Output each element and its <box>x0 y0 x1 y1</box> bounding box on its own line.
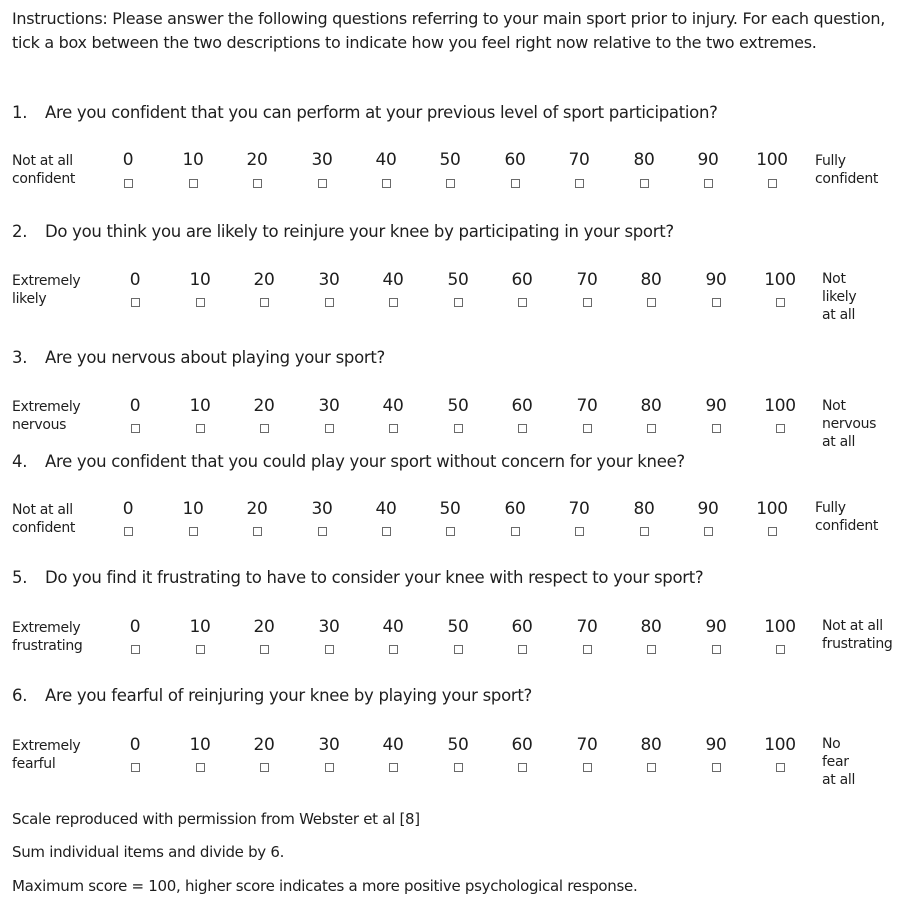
scale-value-0: 0 <box>122 499 134 519</box>
tick-box-q1-0[interactable] <box>124 179 133 188</box>
scale-value-10: 10 <box>182 499 204 519</box>
question-number: 4. <box>12 452 28 471</box>
left-anchor-line: confident <box>12 520 76 536</box>
right-anchor-line: at all <box>822 772 856 788</box>
scale-value-80: 80 <box>633 499 655 519</box>
scale-value-60: 60 <box>504 499 526 519</box>
tick-box-q2-70[interactable] <box>583 298 592 307</box>
tick-box-q3-30[interactable] <box>325 424 334 433</box>
scale-value-0: 0 <box>129 617 141 637</box>
scale-value-70: 70 <box>568 150 590 170</box>
scale-value-90: 90 <box>697 150 719 170</box>
tick-box-q6-10[interactable] <box>196 763 205 772</box>
question-text: Are you confident that you can perform at your previous level of sport participation? <box>45 103 718 122</box>
scale-value-20: 20 <box>246 150 268 170</box>
instructions-text: Instructions: Please answer the following questions referring to your main sport prior to injury. For each question, tick a box between the two descriptions to indicate how you feel right now relative to the two extremes. <box>12 9 886 52</box>
scale-value-70: 70 <box>576 396 598 416</box>
tick-box-q1-60[interactable] <box>511 179 520 188</box>
footer-note-1: Scale reproduced with permission from Webster et al [8] <box>12 810 420 828</box>
question-5-heading <box>12 568 703 587</box>
tick-box-q2-30[interactable] <box>325 298 334 307</box>
tick-box-q4-90[interactable] <box>704 527 713 536</box>
scale-value-90: 90 <box>705 617 727 637</box>
right-anchor-label <box>822 397 902 451</box>
scale-value-60: 60 <box>511 270 533 290</box>
left-anchor-label <box>12 619 83 655</box>
scale-value-50: 50 <box>439 499 461 519</box>
tick-box-q4-10[interactable] <box>189 527 198 536</box>
scale-value-10: 10 <box>189 270 211 290</box>
scale-value-70: 70 <box>576 735 598 755</box>
scale-value-80: 80 <box>640 735 662 755</box>
tick-box-q6-30[interactable] <box>325 763 334 772</box>
question-text: Are you fearful of reinjuring your knee by playing your sport? <box>45 686 532 705</box>
right-anchor-label <box>815 152 905 188</box>
right-anchor-line: Fully <box>815 153 846 169</box>
tick-box-q5-80[interactable] <box>647 645 656 654</box>
left-anchor-line: Extremely <box>12 620 81 636</box>
scale-value-90: 90 <box>705 270 727 290</box>
left-anchor-line: Extremely <box>12 273 81 289</box>
scale-value-90: 90 <box>705 735 727 755</box>
scale-value-0: 0 <box>129 735 141 755</box>
scale-value-20: 20 <box>253 735 275 755</box>
tick-box-q2-100[interactable] <box>776 298 785 307</box>
right-anchor-line: frustrating <box>822 636 893 652</box>
scale-value-60: 60 <box>511 617 533 637</box>
scale-value-10: 10 <box>182 150 204 170</box>
left-anchor-line: Extremely <box>12 399 81 415</box>
scale-value-30: 30 <box>311 150 333 170</box>
scale-value-30: 30 <box>318 617 340 637</box>
tick-box-q3-20[interactable] <box>260 424 269 433</box>
tick-box-q5-0[interactable] <box>131 645 140 654</box>
right-anchor-line: Not <box>822 271 846 287</box>
scale-value-40: 40 <box>375 499 397 519</box>
tick-box-q1-40[interactable] <box>382 179 391 188</box>
tick-box-q3-60[interactable] <box>518 424 527 433</box>
tick-box-q3-40[interactable] <box>389 424 398 433</box>
left-anchor-line: fearful <box>12 756 56 772</box>
right-anchor-line: fear <box>822 754 849 770</box>
question-2-heading <box>12 222 674 241</box>
question-number: 6. <box>12 686 28 705</box>
right-anchor-line: Fully <box>815 500 846 516</box>
tick-box-q5-30[interactable] <box>325 645 334 654</box>
tick-box-q4-70[interactable] <box>575 527 584 536</box>
scale-value-20: 20 <box>253 270 275 290</box>
scale-value-40: 40 <box>382 270 404 290</box>
tick-box-q6-0[interactable] <box>131 763 140 772</box>
tick-box-q2-0[interactable] <box>131 298 140 307</box>
scale-value-100: 100 <box>764 617 796 637</box>
right-anchor-line: Not <box>822 398 846 414</box>
right-anchor-label <box>822 617 912 653</box>
footer-note-2: Sum individual items and divide by 6. <box>12 843 285 861</box>
scale-value-60: 60 <box>511 735 533 755</box>
tick-box-q4-80[interactable] <box>640 527 649 536</box>
scale-value-20: 20 <box>253 396 275 416</box>
tick-box-q5-90[interactable] <box>712 645 721 654</box>
tick-box-q4-30[interactable] <box>318 527 327 536</box>
tick-box-q4-50[interactable] <box>446 527 455 536</box>
scale-value-60: 60 <box>511 396 533 416</box>
question-1-heading <box>12 103 718 122</box>
scale-value-10: 10 <box>189 735 211 755</box>
scale-value-20: 20 <box>253 617 275 637</box>
question-text: Are you confident that you could play your sport without concern for your knee? <box>45 452 685 471</box>
scale-value-10: 10 <box>189 617 211 637</box>
tick-box-q6-70[interactable] <box>583 763 592 772</box>
tick-box-q2-80[interactable] <box>647 298 656 307</box>
tick-box-q2-90[interactable] <box>712 298 721 307</box>
question-text: Are you nervous about playing your sport? <box>45 348 385 367</box>
left-anchor-line: Extremely <box>12 738 81 754</box>
left-anchor-line: Not at all <box>12 153 73 169</box>
scale-value-100: 100 <box>756 499 788 519</box>
right-anchor-line: at all <box>822 434 856 450</box>
tick-box-q1-10[interactable] <box>189 179 198 188</box>
tick-box-q2-40[interactable] <box>389 298 398 307</box>
scale-value-100: 100 <box>756 150 788 170</box>
scale-value-50: 50 <box>447 396 469 416</box>
scale-value-60: 60 <box>504 150 526 170</box>
tick-box-q2-60[interactable] <box>518 298 527 307</box>
tick-box-q6-90[interactable] <box>712 763 721 772</box>
tick-box-q3-100[interactable] <box>776 424 785 433</box>
tick-box-q3-50[interactable] <box>454 424 463 433</box>
scale-value-50: 50 <box>439 150 461 170</box>
tick-box-q5-50[interactable] <box>454 645 463 654</box>
right-anchor-line: No <box>822 736 841 752</box>
tick-box-q1-70[interactable] <box>575 179 584 188</box>
tick-box-q1-50[interactable] <box>446 179 455 188</box>
tick-box-q1-80[interactable] <box>640 179 649 188</box>
right-anchor-line: confident <box>815 518 879 534</box>
tick-box-q5-70[interactable] <box>583 645 592 654</box>
left-anchor-label <box>12 398 80 434</box>
right-anchor-label <box>822 270 902 324</box>
tick-box-q5-60[interactable] <box>518 645 527 654</box>
tick-box-q1-90[interactable] <box>704 179 713 188</box>
scale-value-80: 80 <box>640 396 662 416</box>
left-anchor-label <box>12 501 75 537</box>
scale-value-40: 40 <box>382 617 404 637</box>
left-anchor-line: frustrating <box>12 638 83 654</box>
scale-value-80: 80 <box>640 617 662 637</box>
tick-box-q4-100[interactable] <box>768 527 777 536</box>
question-number: 1. <box>12 103 28 122</box>
left-anchor-label <box>12 272 80 308</box>
right-anchor-line: likely <box>822 289 857 305</box>
scale-value-90: 90 <box>705 396 727 416</box>
right-anchor-line: confident <box>815 171 879 187</box>
right-anchor-line: Not at all <box>822 618 883 634</box>
scale-value-100: 100 <box>764 735 796 755</box>
tick-box-q5-100[interactable] <box>776 645 785 654</box>
scale-value-0: 0 <box>129 270 141 290</box>
scale-value-30: 30 <box>318 270 340 290</box>
scale-value-90: 90 <box>697 499 719 519</box>
scale-value-0: 0 <box>122 150 134 170</box>
left-anchor-line: nervous <box>12 417 67 433</box>
question-number: 2. <box>12 222 28 241</box>
left-anchor-line: likely <box>12 291 47 307</box>
tick-box-q6-80[interactable] <box>647 763 656 772</box>
scale-value-40: 40 <box>375 150 397 170</box>
tick-box-q3-80[interactable] <box>647 424 656 433</box>
question-3-heading <box>12 348 385 367</box>
tick-box-q2-50[interactable] <box>454 298 463 307</box>
right-anchor-label <box>815 499 905 535</box>
left-anchor-line: Not at all <box>12 502 73 518</box>
question-number: 5. <box>12 568 28 587</box>
question-text: Do you think you are likely to reinjure your knee by participating in your sport? <box>45 222 674 241</box>
scale-value-40: 40 <box>382 735 404 755</box>
scale-value-80: 80 <box>633 150 655 170</box>
scale-value-50: 50 <box>447 735 469 755</box>
tick-box-q6-50[interactable] <box>454 763 463 772</box>
tick-box-q4-0[interactable] <box>124 527 133 536</box>
left-anchor-label <box>12 152 75 188</box>
scale-value-70: 70 <box>576 270 598 290</box>
tick-box-q6-60[interactable] <box>518 763 527 772</box>
scale-value-30: 30 <box>311 499 333 519</box>
tick-box-q6-100[interactable] <box>776 763 785 772</box>
question-number: 3. <box>12 348 28 367</box>
tick-box-q3-90[interactable] <box>712 424 721 433</box>
tick-box-q4-40[interactable] <box>382 527 391 536</box>
scale-value-40: 40 <box>382 396 404 416</box>
tick-box-q6-40[interactable] <box>389 763 398 772</box>
scale-value-70: 70 <box>568 499 590 519</box>
tick-box-q3-10[interactable] <box>196 424 205 433</box>
scale-value-10: 10 <box>189 396 211 416</box>
tick-box-q6-20[interactable] <box>260 763 269 772</box>
question-6-heading <box>12 686 532 705</box>
right-anchor-line: at all <box>822 307 856 323</box>
right-anchor-line: nervous <box>822 416 877 432</box>
tick-box-q4-20[interactable] <box>253 527 262 536</box>
tick-box-q2-10[interactable] <box>196 298 205 307</box>
scale-value-80: 80 <box>640 270 662 290</box>
tick-box-q5-20[interactable] <box>260 645 269 654</box>
right-anchor-label <box>822 735 902 789</box>
scale-value-20: 20 <box>246 499 268 519</box>
scale-value-50: 50 <box>447 617 469 637</box>
scale-value-70: 70 <box>576 617 598 637</box>
tick-box-q3-0[interactable] <box>131 424 140 433</box>
scale-value-50: 50 <box>447 270 469 290</box>
scale-value-0: 0 <box>129 396 141 416</box>
tick-box-q1-20[interactable] <box>253 179 262 188</box>
left-anchor-line: confident <box>12 171 76 187</box>
tick-box-q4-60[interactable] <box>511 527 520 536</box>
scale-value-100: 100 <box>764 396 796 416</box>
question-4-heading <box>12 452 685 471</box>
tick-box-q1-100[interactable] <box>768 179 777 188</box>
tick-box-q3-70[interactable] <box>583 424 592 433</box>
scale-value-30: 30 <box>318 735 340 755</box>
tick-box-q5-40[interactable] <box>389 645 398 654</box>
scale-value-30: 30 <box>318 396 340 416</box>
tick-box-q1-30[interactable] <box>318 179 327 188</box>
footer-note-3: Maximum score = 100, higher score indicates a more positive psychological response. <box>12 877 638 895</box>
left-anchor-label <box>12 737 80 773</box>
tick-box-q5-10[interactable] <box>196 645 205 654</box>
tick-box-q2-20[interactable] <box>260 298 269 307</box>
scale-value-100: 100 <box>764 270 796 290</box>
question-text: Do you find it frustrating to have to consider your knee with respect to your sport? <box>45 568 704 587</box>
